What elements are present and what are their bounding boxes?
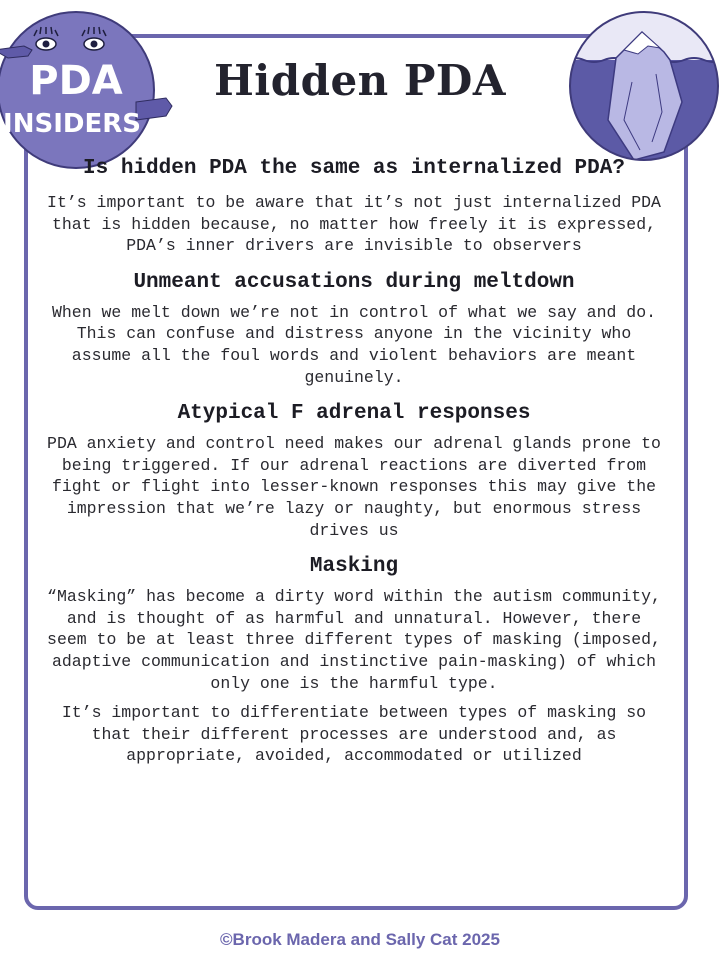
page-title: Hidden PDA — [214, 56, 506, 105]
logo-line2: INSIDERS — [3, 109, 141, 139]
document-body — [44, 150, 664, 767]
copyright-footer: ©Brook Madera and Sally Cat 2025 — [220, 930, 500, 949]
pointing-hand-icon — [0, 46, 32, 58]
section-heading: Masking — [309, 555, 399, 579]
section-heading: Is hidden PDA the same as internalized PDA? — [83, 157, 625, 180]
iceberg-icon — [564, 2, 720, 168]
section-heading: Unmeant accusations during meltdown — [133, 270, 575, 294]
section-paragraph: When we melt down we’re not in control of what we say and do. This can confuse and distress anyone in the vicinity who assume all the foul words and violent behaviors are meant genuinely. — [52, 302, 656, 387]
logo-line1: PDA — [29, 58, 123, 104]
section-paragraph: It’s important to be aware that it’s not just internalized PDA that is hidden because, no matter how freely it is expressed, PDA’s inner drivers are invisible to observers — [47, 193, 661, 256]
pointing-hand-icon — [136, 98, 172, 120]
section-paragraph: “Masking” has become a dirty word within the autism community, and is thought of as harmful and unnatural. However, there seem to be at least three different types of masking (imposed, adaptive communication and instinctive pain-masking) of which only one is the harmful type. — [47, 587, 661, 693]
pda-insiders-logo — [0, 6, 178, 172]
section-paragraph: PDA anxiety and control need makes our adrenal glands prone to being triggered. If our adrenal reactions are diverted from fight or flight into lesser-known responses this may give the impression that we’re lazy or naughty, but enormous stress drives us — [47, 434, 661, 540]
section-heading: Atypical F adrenal responses — [177, 402, 531, 426]
section-paragraph: It’s important to differentiate between types of masking so that their different processes are understood and, as appropriate, avoided, accommodated or utilized — [61, 703, 647, 766]
